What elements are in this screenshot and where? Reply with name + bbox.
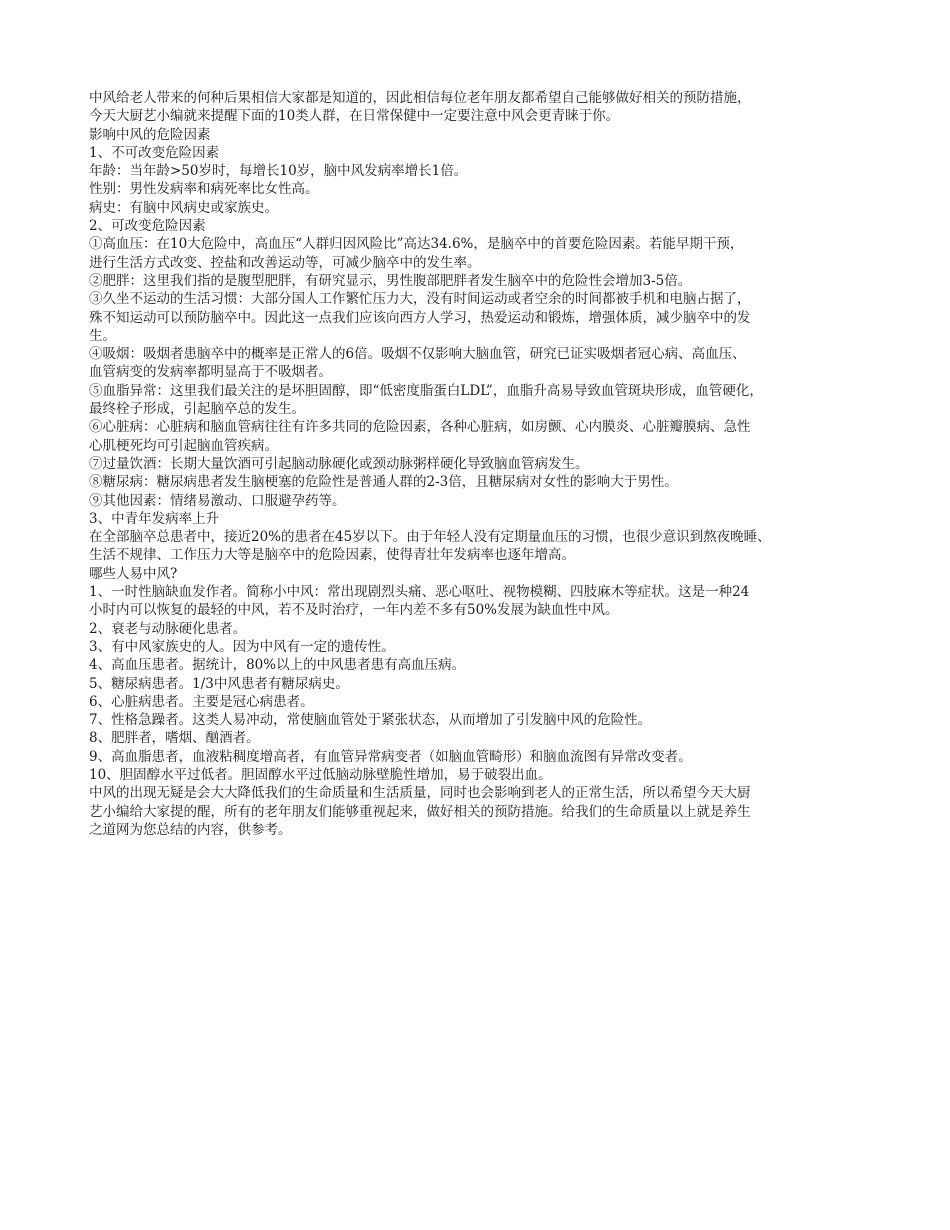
text-line: 小时内可以恢复的最轻的中风，若不及时治疗，一年内差不多有50%发展为缺血性中风。 xyxy=(89,602,619,619)
text-line: 2、可改变危险因素 xyxy=(89,218,206,235)
text-line: 3、中青年发病率上升 xyxy=(89,510,220,527)
text-line: ⑤血脂异常：这里我们最关注的是坏胆固醇，即“低密度脂蛋白LDL”，血脂升高易导致血管斑块形成，血管硬化， xyxy=(89,382,763,399)
text-line: 中风给老人带来的何种后果相信大家都是知道的，因此相信每位老年朋友都希望自己能够做好相关的预防措施， xyxy=(89,90,751,106)
text-line: ⑧糖尿病：糖尿病患者发生脑梗塞的危险性是普通人群的2-3倍，且糖尿病对女性的影响大于男性。 xyxy=(89,474,678,491)
text-line: 7、性格急躁者。这类人易冲动，常使脑血管处于紧张状态，从而增加了引发脑中风的危险性。 xyxy=(89,712,652,729)
text-line: 殊不知运动可以预防脑卒中。因此这一点我们应该向西方人学习，热爱运动和锻炼，增强体质，减少脑卒中的发 xyxy=(89,309,751,326)
text-line: 心肌梗死均可引起脑血管疾病。 xyxy=(89,437,278,454)
text-line: ⑦过量饮酒：长期大量饮酒可引起脑动脉硬化或颈动脉粥样硬化导致脑血管病发生。 xyxy=(89,455,589,472)
text-line: ③久坐不运动的生活习惯：大部分国人工作繁忙压力大，没有时间运动或者空余的时间都被手机和电脑占据了， xyxy=(89,291,751,308)
text-line: 在全部脑卒总患者中，接近20%的患者在45岁以下。由于年轻人没有定期量血压的习惯，也很少意识到熬夜晚睡、 xyxy=(89,529,771,546)
text-line: 进行生活方式改变、控盐和改善运动等，可减少脑卒中的发生率。 xyxy=(89,254,481,271)
text-line: 哪些人易中风? xyxy=(89,565,178,582)
text-line: 3、有中风家族史的人。因为中风有一定的遗传性。 xyxy=(89,638,395,655)
text-line: 1、不可改变危险因素 xyxy=(89,144,220,161)
text-line: ②肥胖：这里我们指的是腹型肥胖，有研究显示，男性腹部肥胖者发生脑卒中的危险性会增加3-5倍。 xyxy=(89,272,692,289)
text-line: 年龄：当年龄>50岁时，每增长10岁，脑中风发病率增长1倍。 xyxy=(89,163,468,180)
text-line: 影响中风的危险因素 xyxy=(89,126,211,143)
text-line: 2、衰老与动脉硬化患者。 xyxy=(89,620,247,637)
text-line: 血管病变的发病率都明显高于不吸烟者。 xyxy=(89,364,332,381)
text-line: 6、心脏病患者。主要是冠心病患者。 xyxy=(89,693,314,710)
text-line: 今天大厨艺小编就来提醒下面的10类人群，在日常保健中一定要注意中风会更青睐于你。 xyxy=(89,108,620,125)
document-body xyxy=(89,89,874,839)
text-line: 9、高血脂患者，血液粘稠度增高者，有血管异常病变者（如脑血管畸形）和脑血流图有异常改变者。 xyxy=(89,748,692,765)
text-line: ⑨其他因素：情绪易激动、口服避孕药等。 xyxy=(89,492,346,509)
text-line: 4、高血压患者。据统计，80%以上的中风患者患有高血压病。 xyxy=(89,657,466,674)
text-line: 最终栓子形成，引起脑卒总的发生。 xyxy=(89,401,305,418)
text-line: 中风的出现无疑是会大大降低我们的生命质量和生活质量，同时也会影响到老人的正常生活，所以希望今天大厨 xyxy=(89,785,751,802)
text-line: 生活不规律、工作压力大等是脑卒中的危险因素，使得青壮年发病率也逐年增高。 xyxy=(89,547,575,564)
text-line: 之道网为您总结的内容，供参考。 xyxy=(89,821,292,838)
text-line: 1、一时性脑缺血发作者。简称小中风：常出现剧烈头痛、恶心呕吐、视物模糊、四肢麻木等症状。这是一种24 xyxy=(89,584,750,601)
text-line: ①高血压：在10大危险中，高血压“人群归因风险比”高达34.6%，是脑卒中的首要危险因素。若能早期干预， xyxy=(89,236,744,253)
text-line: 生。 xyxy=(89,327,116,344)
text-line: 病史：有脑中风病史或家族史。 xyxy=(89,199,278,216)
text-line: 性别：男性发病率和病死率比女性高。 xyxy=(89,181,319,198)
text-line: 10、胆固醇水平过低者。胆固醇水平过低脑动脉壁脆性增加，易于破裂出血。 xyxy=(89,766,552,783)
text-line: ⑥心脏病：心脏病和脑血管病往往有许多共同的危险因素，各种心脏病，如房颤、心内膜炎、心脏瓣膜病、急性 xyxy=(89,419,751,436)
text-line: ④吸烟：吸烟者患脑卒中的概率是正常人的6倍。吸烟不仅影响大脑血管，研究已证实吸烟者冠心病、高血压、 xyxy=(89,346,746,363)
text-line: 5、糖尿病患者。1/3中风患者有糖尿病史。 xyxy=(89,675,349,692)
text-line: 8、肥胖者，嗜烟、酗酒者。 xyxy=(89,730,260,747)
text-line: 艺小编给大家提的醒，所有的老年朋友们能够重视起来，做好相关的预防措施。给我们的生命质量以上就是养生 xyxy=(89,803,751,820)
